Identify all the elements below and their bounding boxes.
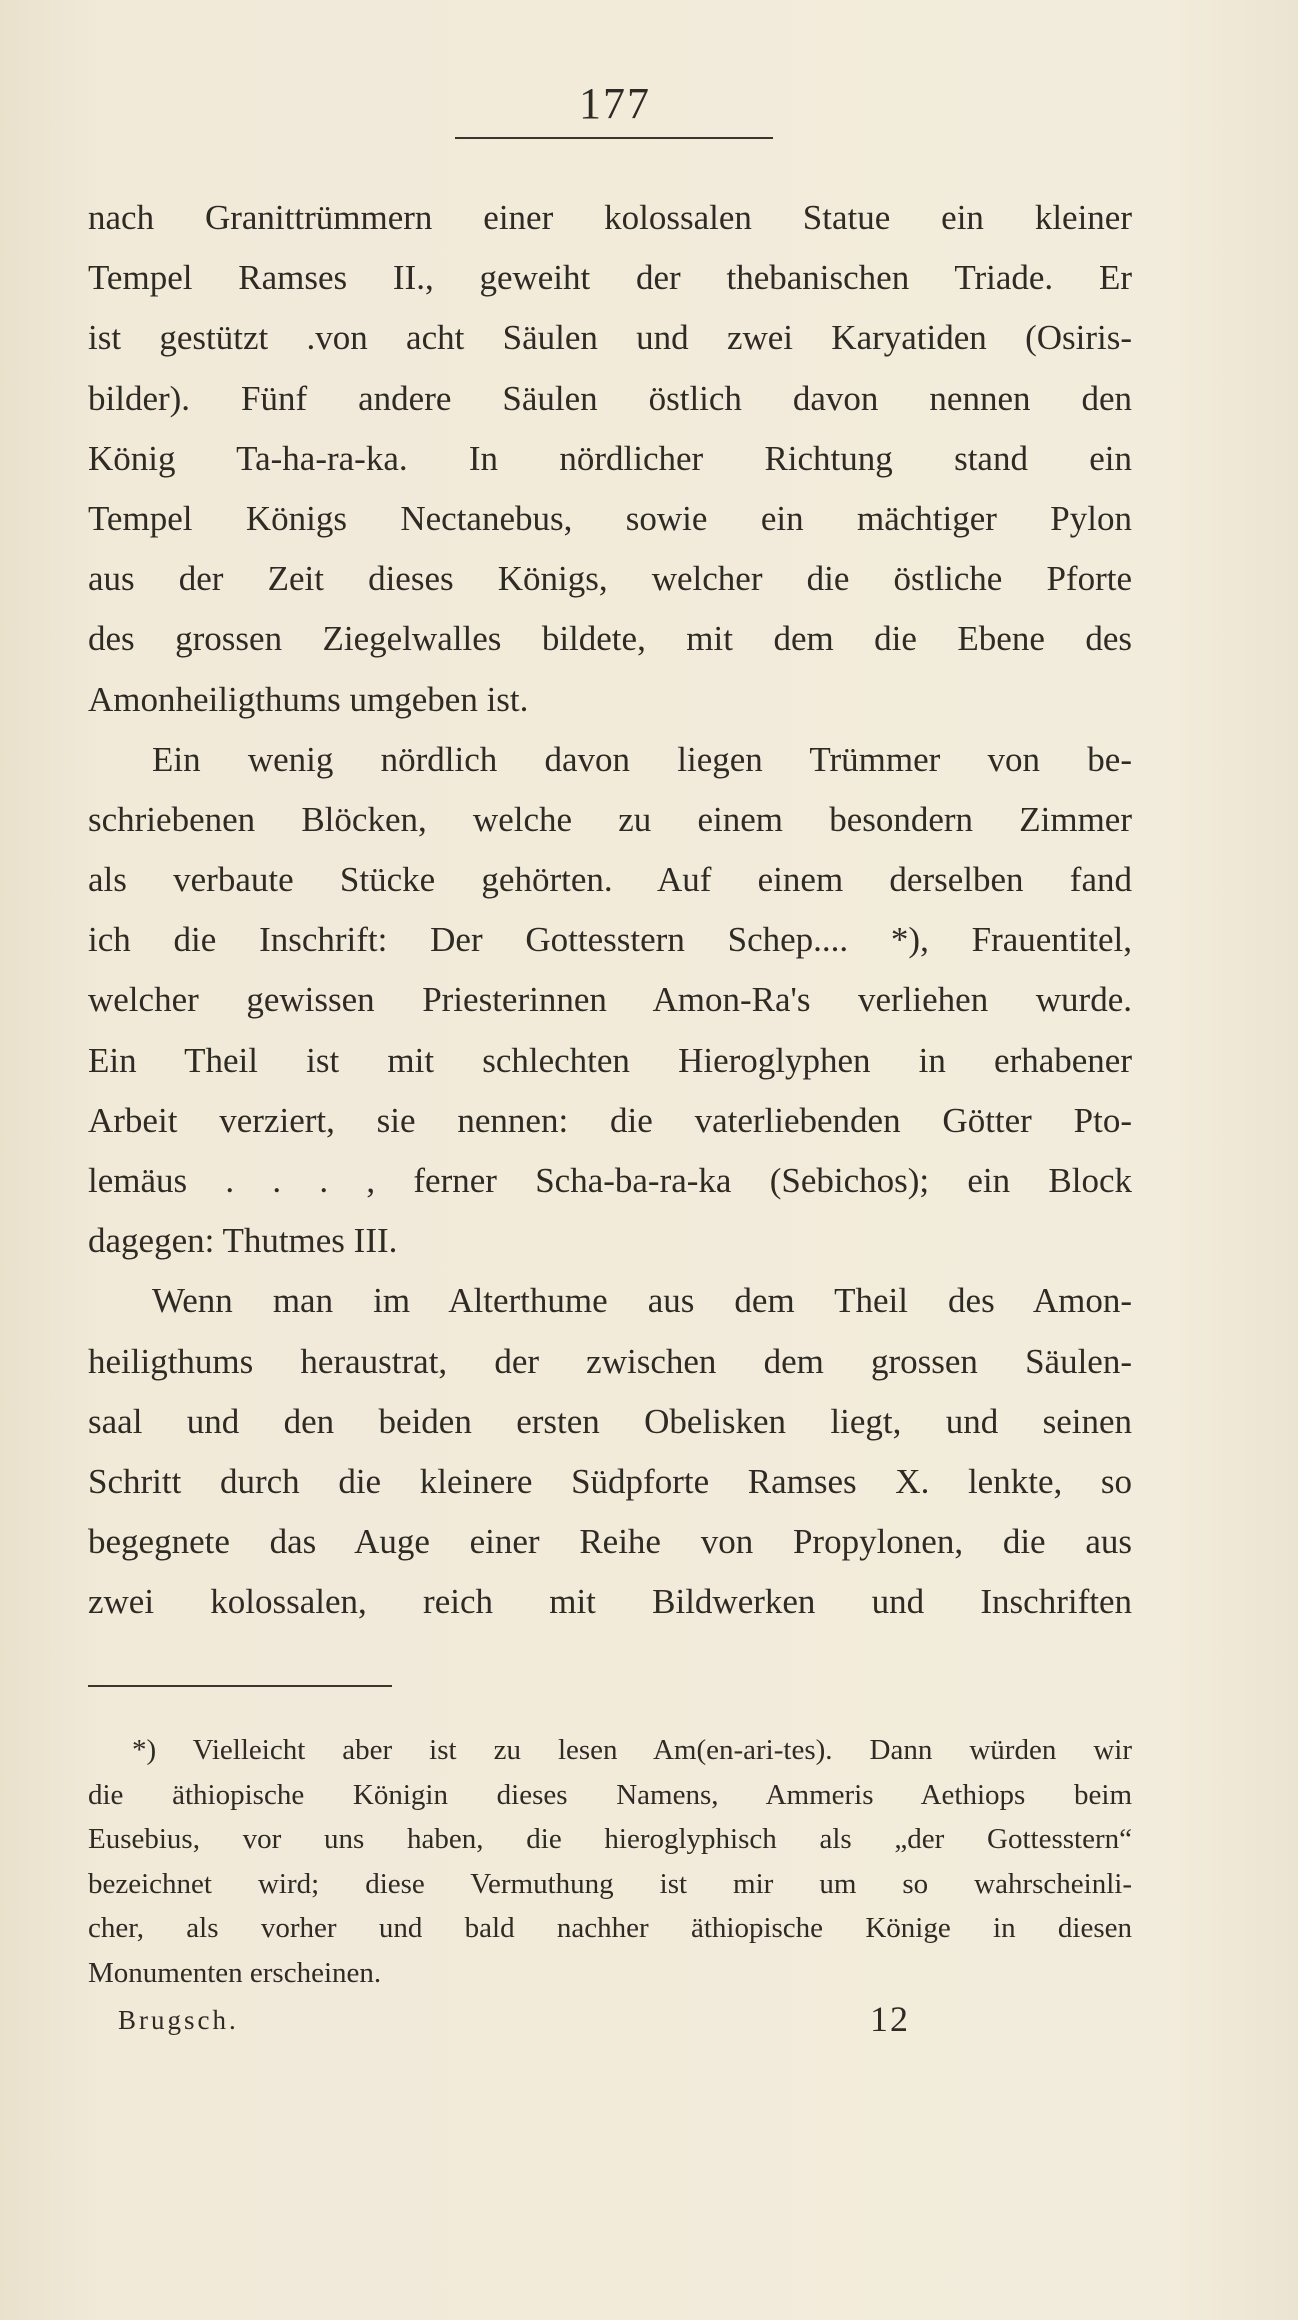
- body-line: ich die Inschrift: Der Gottesstern Schep.... *), Frauentitel,: [88, 920, 1132, 960]
- body-line: lemäus . . . , ferner Scha-ba-ra-ka (Sebichos); ein Block: [88, 1161, 1132, 1200]
- body-line: schriebenen Blöcken, welche zu einem besondern Zimmer: [88, 799, 1132, 839]
- body-line: König Ta-ha-ra-ka. In nördlicher Richtung stand ein: [88, 438, 1132, 478]
- footnote-line: Monumenten erscheinen.: [88, 1956, 382, 1989]
- body-line: Tempel Königs Nectanebus, sowie ein mächtiger Pylon: [88, 498, 1132, 538]
- body-line: bilder). Fünf andere Säulen östlich davon nennen den: [88, 378, 1132, 418]
- signature-mark: 12: [870, 1999, 910, 2039]
- body-line: zwei kolossalen, reich mit Bildwerken und Inschriften: [88, 1582, 1132, 1622]
- body-line: saal und den beiden ersten Obelisken liegt, und seinen: [88, 1401, 1132, 1441]
- body-line: Ein Theil ist mit schlechten Hieroglyphen in erhabener: [88, 1040, 1132, 1080]
- body-line: Ein wenig nördlich davon liegen Trümmer von be-: [152, 739, 1132, 779]
- footnotes: [88, 1728, 1132, 1995]
- page-number: 177: [579, 79, 651, 128]
- footnote-line: bezeichnet wird; diese Vermuthung ist mir um so wahrscheinli-: [88, 1867, 1132, 1900]
- body-line: des grossen Ziegelwalles bildete, mit dem die Ebene des: [88, 619, 1132, 659]
- body-line: als verbaute Stücke gehörten. Auf einem derselben fand: [88, 860, 1132, 900]
- body-line: aus der Zeit dieses Königs, welcher die östliche Pforte: [88, 559, 1132, 599]
- body-line: Arbeit verziert, sie nennen: die vaterliebenden Götter Pto-: [88, 1100, 1132, 1140]
- body-line: nach Granittrümmern einer kolossalen Statue ein kleiner: [88, 198, 1132, 237]
- footnote-rule: [88, 1685, 392, 1687]
- footnote-line: Eusebius, vor uns haben, die hieroglyphisch als „der Gottesstern“: [88, 1823, 1132, 1855]
- body-line: welcher gewissen Priesterinnen Amon-Ra's verliehen wurde.: [88, 980, 1132, 1020]
- footnote-line: cher, als vorher und bald nachher äthiopische Könige in diesen: [88, 1912, 1132, 1944]
- footnote-line: die äthiopische Königin dieses Namens, Ammeris Aethiops beim: [88, 1778, 1132, 1811]
- footnote-line: *) Vielleicht aber ist zu lesen Am(en-ari-tes). Dann würden wir: [132, 1734, 1132, 1766]
- body-line: heiligthums heraustrat, der zwischen dem grossen Säulen-: [88, 1341, 1132, 1381]
- body-line: dagegen: Thutmes III.: [88, 1221, 398, 1261]
- header-rule: [455, 137, 773, 139]
- body-line: Tempel Ramses II., geweiht der thebanischen Triade. Er: [88, 258, 1132, 298]
- printer-signature: Brugsch.: [118, 2005, 239, 2035]
- body-line: Schritt durch die kleinere Südpforte Ramses X. lenkte, so: [88, 1461, 1132, 1501]
- body-text: [88, 188, 1132, 1633]
- body-line: Amonheiligthums umgeben ist.: [88, 679, 529, 719]
- body-line: begegnete das Auge einer Reihe von Propylonen, die aus: [88, 1522, 1132, 1562]
- body-line: Wenn man im Alterthume aus dem Theil des Amon-: [152, 1281, 1132, 1321]
- body-line: ist gestützt .von acht Säulen und zwei Karyatiden (Osiris-: [88, 318, 1132, 358]
